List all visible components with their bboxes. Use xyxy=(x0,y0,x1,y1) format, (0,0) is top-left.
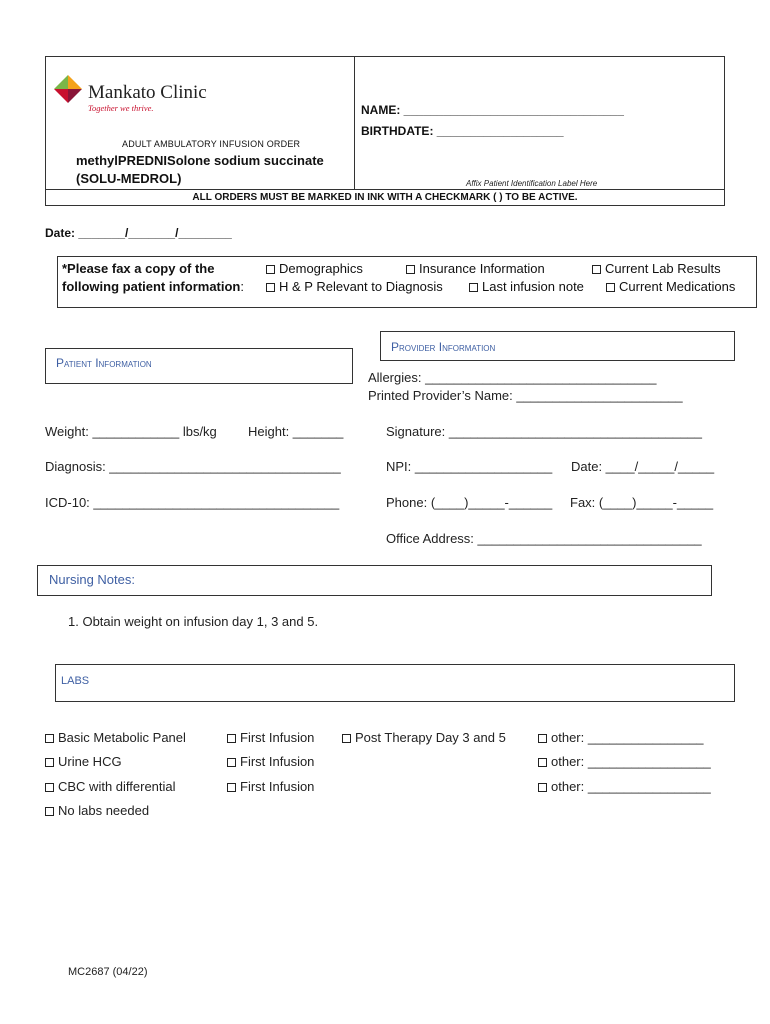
lab-bmp-first-infusion[interactable]: First Infusion xyxy=(227,730,314,745)
fax-option-infusion-note[interactable]: Last infusion note xyxy=(469,279,584,294)
lab-urine-hcg[interactable]: Urine HCG xyxy=(45,754,122,769)
provider-date-field[interactable]: Date: ____/_____/_____ xyxy=(571,459,715,474)
checkbox[interactable] xyxy=(538,758,547,767)
nursing-note-item: 1. Obtain weight on infusion day 1, 3 and 5. xyxy=(68,614,319,629)
fax-option-insurance[interactable]: Insurance Information xyxy=(406,261,545,276)
fax-request-box xyxy=(57,256,757,308)
clinic-logo-icon xyxy=(54,75,82,105)
labs-header xyxy=(55,664,735,702)
lab-other-3[interactable]: other: _________________ xyxy=(538,779,711,794)
order-date-field[interactable]: Date: _______/_______/________ xyxy=(45,226,232,240)
header-box xyxy=(45,56,725,206)
lab-other-1[interactable]: other: ________________ xyxy=(538,730,704,745)
lab-cbc-first-infusion[interactable]: First Infusion xyxy=(227,779,314,794)
checkbox[interactable] xyxy=(469,283,478,292)
phone-field[interactable]: Phone: (____)_____-______ xyxy=(386,495,553,510)
checkbox[interactable] xyxy=(45,734,54,743)
lab-bmp-post-therapy[interactable]: Post Therapy Day 3 and 5 xyxy=(342,730,506,745)
lab-other-2[interactable]: other: _________________ xyxy=(538,754,711,769)
checkbox[interactable] xyxy=(227,734,236,743)
nursing-notes-header xyxy=(37,565,712,596)
checkbox[interactable] xyxy=(342,734,351,743)
provider-info-title: Provider Information xyxy=(391,340,496,354)
checkbox[interactable] xyxy=(606,283,615,292)
fax-option-medications[interactable]: Current Medications xyxy=(606,279,735,294)
checkbox[interactable] xyxy=(45,807,54,816)
logo-name: Mankato Clinic xyxy=(88,82,207,103)
checkbox[interactable] xyxy=(538,734,547,743)
checkbox[interactable] xyxy=(266,283,275,292)
npi-field[interactable]: NPI: ___________________ xyxy=(386,459,553,474)
office-address-field[interactable]: Office Address: _______________________________ xyxy=(386,531,702,546)
logo-tagline: Together we thrive. xyxy=(88,103,154,113)
fax-option-lab-results[interactable]: Current Lab Results xyxy=(592,261,721,276)
checkbox[interactable] xyxy=(538,783,547,792)
checkbox[interactable] xyxy=(406,265,415,274)
fax-prompt-line2: following patient information: xyxy=(62,279,244,294)
icd10-field[interactable]: ICD-10: __________________________________ xyxy=(45,495,340,510)
patient-info-header xyxy=(45,348,353,384)
lab-hcg-first-infusion[interactable]: First Infusion xyxy=(227,754,314,769)
height-field[interactable]: Height: _______ xyxy=(248,424,344,439)
checkbox[interactable] xyxy=(592,265,601,274)
allergies-field[interactable]: Allergies: ________________________________ xyxy=(368,370,657,385)
checkbox[interactable] xyxy=(45,758,54,767)
header-left-panel xyxy=(46,57,355,189)
checkbox[interactable] xyxy=(227,758,236,767)
birthdate-field[interactable]: BIRTHDATE: ___________________ xyxy=(361,124,564,138)
name-field[interactable]: NAME: _________________________________ xyxy=(361,103,624,117)
form-code: MC2687 (04/22) xyxy=(68,966,148,978)
order-type: ADULT AMBULATORY INFUSION ORDER xyxy=(122,139,301,149)
diagnosis-field[interactable]: Diagnosis: ________________________________ xyxy=(45,459,341,474)
labs-title: LABS xyxy=(61,675,90,687)
fax-field[interactable]: Fax: (____)_____-_____ xyxy=(570,495,714,510)
weight-field[interactable]: Weight: ____________ lbs/kg xyxy=(45,424,217,439)
drug-name-line2: (SOLU-MEDROL) xyxy=(76,171,182,186)
affix-label-note: Affix Patient Identification Label Here xyxy=(466,179,598,188)
patient-info-title: Patient Information xyxy=(56,356,152,370)
checkbox[interactable] xyxy=(45,783,54,792)
checkbox[interactable] xyxy=(266,265,275,274)
lab-cbc[interactable]: CBC with differential xyxy=(45,779,176,794)
printed-provider-name-field[interactable]: Printed Provider’s Name: _______________________ xyxy=(368,388,683,403)
fax-prompt-line1: *Please fax a copy of the xyxy=(62,261,215,276)
nursing-notes-title: Nursing Notes: xyxy=(49,572,135,587)
provider-info-header xyxy=(380,331,735,361)
drug-name-line1: methylPREDNISolone sodium succinate xyxy=(76,153,324,168)
ink-notice: ALL ORDERS MUST BE MARKED IN INK WITH A CHECKMARK ( ) TO BE ACTIVE. xyxy=(46,189,724,206)
fax-option-hp[interactable]: H & P Relevant to Diagnosis xyxy=(266,279,443,294)
signature-field[interactable]: Signature: ___________________________________ xyxy=(386,424,702,439)
lab-bmp[interactable]: Basic Metabolic Panel xyxy=(45,730,186,745)
checkbox[interactable] xyxy=(227,783,236,792)
fax-option-demographics[interactable]: Demographics xyxy=(266,261,363,276)
lab-no-labs[interactable]: No labs needed xyxy=(45,803,149,818)
